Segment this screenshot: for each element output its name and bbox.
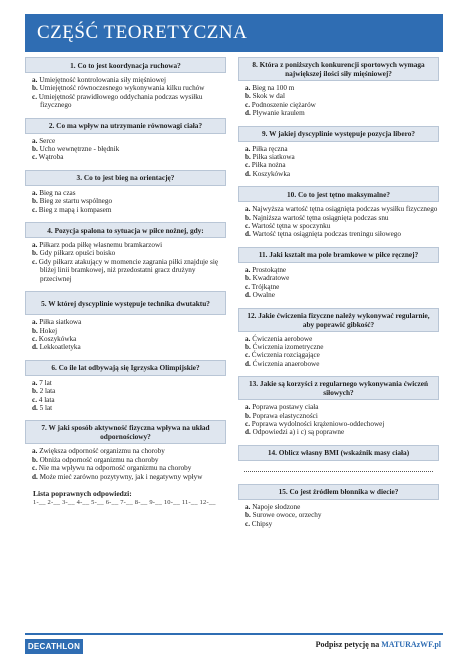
answer-option[interactable] <box>245 291 439 299</box>
option-letter: a. <box>32 378 38 387</box>
answer-option[interactable] <box>32 197 226 205</box>
answer-option[interactable] <box>32 456 226 464</box>
answer-option[interactable] <box>32 145 226 153</box>
answer-option[interactable] <box>32 335 226 343</box>
question-block <box>238 126 439 179</box>
option-text: Umiejętność prawidłowego oddychania podczas wysiłku fizycznego <box>38 92 203 110</box>
option-text: Ćwiczenia rozciągające <box>251 351 320 360</box>
answer-list <box>25 186 226 214</box>
answer-option[interactable] <box>245 101 439 109</box>
question-heading: 7. W jaki sposób aktywność fizyczna wpływa na układ odpornościowy? <box>25 420 226 444</box>
option-letter: d. <box>245 230 251 239</box>
answer-list <box>25 444 226 481</box>
answer-option[interactable] <box>32 206 226 214</box>
option-text: Ćwiczenia anaerobowe <box>252 359 320 368</box>
option-text: Skok w dal <box>252 92 285 101</box>
answer-option[interactable] <box>245 170 439 178</box>
question-heading: 6. Co ile lat odbywają się Igrzyska Olimpijskie? <box>25 360 226 376</box>
option-text: Ćwiczenia aerobowe <box>252 334 313 343</box>
option-text: Trójkątne <box>251 282 280 291</box>
answer-option[interactable] <box>32 84 226 92</box>
answer-option[interactable] <box>32 327 226 335</box>
answer-list <box>25 376 226 413</box>
answer-option[interactable] <box>245 84 439 92</box>
option-letter: b. <box>245 511 251 520</box>
option-text: Gdy piłkarz atakujący w momencie zagrania piłki znajduje się bliżej linii bramkowej, niż przedostatni gracz drużyny przeciwnej <box>38 257 219 283</box>
option-letter: b. <box>32 145 38 154</box>
question-block <box>238 308 439 369</box>
option-letter: a. <box>245 265 251 274</box>
option-text: Chipsy <box>251 519 273 528</box>
answer-option[interactable] <box>32 249 226 257</box>
option-letter: c. <box>32 153 37 162</box>
option-letter: b. <box>32 326 38 335</box>
option-text: Bieg ze startu wspólnego <box>39 197 113 206</box>
option-letter: b. <box>245 153 251 162</box>
question-heading: 5. W której dyscyplinie występuje technika dwutaktu? <box>25 291 226 315</box>
option-text: Kwadratowe <box>252 274 290 283</box>
decathlon-logo: DECATHLON <box>25 639 83 654</box>
option-letter: b. <box>32 249 38 258</box>
option-text: Napoje słodzone <box>252 502 301 511</box>
option-letter: c. <box>32 464 37 473</box>
option-letter: c. <box>245 419 250 428</box>
answer-option[interactable] <box>32 404 226 412</box>
option-text: Może mieć zarówno pozytywny, jak i negatywny wpływ <box>39 472 203 481</box>
option-text: Najwyższa wartość tętna osiągnięta podczas wysiłku fizycznego <box>252 205 438 214</box>
option-text: Bieg z mapą i kompasem <box>38 205 112 214</box>
answer-option[interactable] <box>32 76 226 84</box>
answer-option[interactable] <box>245 335 439 343</box>
right-column <box>238 57 439 530</box>
option-letter: c. <box>32 92 37 101</box>
question-block <box>25 118 226 162</box>
option-text: Poprawa wydolności krążeniowo-oddechowej <box>251 419 385 428</box>
option-text: Piłka nożna <box>251 161 286 170</box>
option-text: Wartość tętna osiągnięta podczas treningu siłowego <box>252 230 401 239</box>
answer-option[interactable] <box>245 230 439 238</box>
answer-option[interactable] <box>245 283 439 291</box>
answer-option[interactable] <box>245 266 439 274</box>
question-block <box>25 360 226 413</box>
answer-option[interactable] <box>245 92 439 100</box>
option-letter: b. <box>245 92 251 101</box>
option-letter: a. <box>32 136 38 145</box>
option-letter: b. <box>32 197 38 206</box>
option-letter: a. <box>245 502 251 511</box>
answer-key-title: Lista poprawnych odpowiedzi: <box>33 488 132 498</box>
answer-option[interactable] <box>245 222 439 230</box>
option-text: Bieg na 100 m <box>252 84 295 92</box>
answer-option[interactable] <box>245 214 439 222</box>
option-text: Piłkarz poda piłkę własnemu bramkarzowi <box>39 241 163 250</box>
answer-option[interactable] <box>245 360 439 368</box>
option-letter: a. <box>32 318 38 327</box>
answer-option[interactable] <box>245 403 439 411</box>
option-letter: b. <box>245 342 251 351</box>
option-text: Poprawa elastyczności <box>252 411 318 420</box>
option-letter: c. <box>245 282 250 291</box>
option-text: Surowe owoce, orzechy <box>252 511 322 520</box>
footer <box>25 633 443 657</box>
option-letter: d. <box>245 109 251 118</box>
option-letter: c. <box>245 222 250 231</box>
answer-list <box>238 461 439 464</box>
option-letter: d. <box>245 291 251 300</box>
option-letter: a. <box>32 447 38 456</box>
question-block <box>238 57 439 118</box>
answer-option[interactable] <box>245 511 439 519</box>
left-column <box>25 57 226 506</box>
option-letter: b. <box>32 84 38 93</box>
question-heading: 11. Jaki kształt ma pole bramkowe w piłce ręcznej? <box>238 247 439 263</box>
option-text: Umiejętność równoczesnego wykonywania kilku ruchów <box>39 84 205 93</box>
option-letter: c. <box>32 257 37 266</box>
option-text: Piłka siatkowa <box>252 153 295 162</box>
answer-option[interactable] <box>32 464 226 472</box>
option-text: Hokej <box>39 326 58 335</box>
option-text: Koszykówka <box>38 334 77 343</box>
answer-key-line[interactable]: 1-__ 2-__ 3-__ 4-__ 5-__ 6-__ 7-__ 8-__ 9-__ 10-__ 11-__ 12-__ <box>33 498 216 506</box>
question-block <box>238 484 439 528</box>
option-letter: a. <box>32 188 38 197</box>
option-text: Zwiększa odporność organizmu na choroby <box>39 447 165 456</box>
option-letter: a. <box>32 241 38 250</box>
answer-option[interactable] <box>32 343 226 351</box>
answer-option[interactable] <box>32 241 226 249</box>
answer-option[interactable] <box>32 318 226 326</box>
answer-option[interactable] <box>245 109 439 117</box>
option-letter: c. <box>32 205 37 214</box>
answer-option[interactable] <box>245 153 439 161</box>
option-text: 5 lat <box>39 403 53 412</box>
question-heading: 4. Pozycja spalona to sytuacja w piłce nożnej, gdy: <box>25 222 226 238</box>
page-title: CZĘŚĆ TEORETYCZNA <box>25 14 443 52</box>
option-letter: a. <box>245 84 251 92</box>
answer-list <box>238 500 439 528</box>
answer-list <box>238 142 439 179</box>
option-letter: a. <box>245 144 251 153</box>
question-block <box>238 186 439 239</box>
petition-prefix: Podpisz petycję na <box>315 640 382 649</box>
answer-option[interactable] <box>245 205 439 213</box>
option-text: Poprawa postawy ciała <box>252 403 319 412</box>
answer-list <box>238 202 439 239</box>
option-text: Ucho wewnętrzne - błędnik <box>39 145 120 154</box>
option-letter: c. <box>245 519 250 528</box>
option-text: Nie ma wpływu na odporność organizmu na choroby <box>38 464 192 473</box>
option-text: Najniższa wartość tętna osiągnięta podczas snu <box>252 213 389 222</box>
answer-line[interactable] <box>244 470 433 472</box>
answer-list <box>25 134 226 162</box>
option-letter: c. <box>32 334 37 343</box>
option-text: 4 lata <box>38 395 55 404</box>
answer-option[interactable] <box>245 428 439 436</box>
question-block <box>25 420 226 481</box>
answer-option[interactable] <box>245 145 439 153</box>
option-letter: b. <box>32 455 38 464</box>
option-letter: a. <box>32 76 38 84</box>
option-letter: d. <box>32 403 38 412</box>
option-letter: b. <box>32 387 38 396</box>
answer-option[interactable] <box>245 503 439 511</box>
option-text: Bieg na czas <box>39 188 76 197</box>
option-text: Pływanie kraulem <box>252 109 305 118</box>
question-block <box>25 222 226 283</box>
option-letter: d. <box>245 169 251 178</box>
option-text: Owalne <box>252 291 275 300</box>
question-heading: 9. W jakiej dyscyplinie występuje pozycja libero? <box>238 126 439 142</box>
petition-link[interactable] <box>316 640 441 649</box>
option-text: Piłka siatkowa <box>39 318 82 327</box>
petition-url[interactable]: MATURAzWF.pl <box>381 640 441 649</box>
answer-option[interactable] <box>32 137 226 145</box>
question-heading: 13. Jakie są korzyści z regularnego wykonywania ćwiczeń siłowych? <box>238 376 439 400</box>
question-block <box>25 170 226 214</box>
answer-option[interactable] <box>32 473 226 481</box>
option-text: 7 lat <box>39 378 52 387</box>
answer-option[interactable] <box>245 161 439 169</box>
question-block <box>238 247 439 300</box>
answer-option[interactable] <box>32 396 226 404</box>
option-text: Obniża odporność organizmu na choroby <box>39 455 159 464</box>
option-letter: d. <box>245 359 251 368</box>
question-block <box>25 291 226 352</box>
option-text: Umiejętność kontrolowania siły mięśniowej <box>39 76 166 84</box>
question-heading: 2. Co ma wpływ na utrzymanie równowagi ciała? <box>25 118 226 134</box>
option-letter: c. <box>245 100 250 109</box>
answer-list <box>238 263 439 300</box>
question-heading: 3. Co to jest bieg na orientację? <box>25 170 226 186</box>
option-letter: d. <box>32 472 38 481</box>
answer-option[interactable] <box>32 189 226 197</box>
option-text: Lekkoatletyka <box>39 343 81 352</box>
question-heading: 12. Jakie ćwiczenia fizyczne należy wykonywać regularnie, aby poprawić gibkość? <box>238 308 439 332</box>
question-block <box>25 57 226 110</box>
option-text: Odpowiedzi a) i c) są poprawne <box>252 428 345 437</box>
answer-option[interactable] <box>245 420 439 428</box>
option-letter: a. <box>245 403 251 412</box>
option-letter: a. <box>245 334 251 343</box>
option-letter: b. <box>245 274 251 283</box>
answer-option[interactable] <box>245 520 439 528</box>
option-letter: d. <box>245 428 251 437</box>
answer-option[interactable] <box>32 387 226 395</box>
option-letter: a. <box>245 205 251 214</box>
answer-list <box>238 81 439 118</box>
answer-option[interactable] <box>32 258 226 283</box>
answer-option[interactable] <box>32 379 226 387</box>
answer-list <box>25 315 226 352</box>
answer-option[interactable] <box>245 412 439 420</box>
option-letter: c. <box>32 395 37 404</box>
option-letter: d. <box>32 343 38 352</box>
question-heading: 14. Oblicz własny BMI (wskaźnik masy ciała) <box>238 445 439 461</box>
option-text: Prostokątne <box>252 265 287 274</box>
answer-list <box>25 73 226 110</box>
option-text: Piłka ręczna <box>252 144 288 153</box>
option-text: Serce <box>39 136 56 145</box>
question-block <box>238 445 439 472</box>
answer-option[interactable] <box>32 153 226 161</box>
answer-list <box>238 400 439 437</box>
answer-option[interactable] <box>245 274 439 282</box>
answer-list <box>25 238 226 283</box>
option-letter: c. <box>245 161 250 170</box>
answer-option[interactable] <box>32 93 226 110</box>
option-text: Gdy piłkarz opuści boisko <box>39 249 116 258</box>
option-text: Wartość tętna w spoczynku <box>251 222 331 231</box>
option-text: 2 lata <box>39 387 56 396</box>
option-letter: b. <box>245 213 251 222</box>
answer-option[interactable] <box>32 447 226 455</box>
question-heading: 8. Która z poniższych konkurencji sportowych wymaga największej ilości siły mięśniowej? <box>238 57 439 81</box>
option-text: Wątroba <box>38 153 64 162</box>
answer-list <box>238 332 439 369</box>
question-heading: 1. Co to jest koordynacja ruchowa? <box>25 57 226 73</box>
option-letter: b. <box>245 411 251 420</box>
answer-option[interactable] <box>245 351 439 359</box>
question-heading: 10. Co to jest tętno maksymalne? <box>238 186 439 202</box>
option-text: Podnoszenie ciężarów <box>251 100 316 109</box>
option-text: Ćwiczenia izometryczne <box>252 342 324 351</box>
question-heading: 15. Co jest źródłem błonnika w diecie? <box>238 484 439 500</box>
option-text: Koszykówka <box>252 169 291 178</box>
option-letter: c. <box>245 351 250 360</box>
question-block <box>238 376 439 437</box>
